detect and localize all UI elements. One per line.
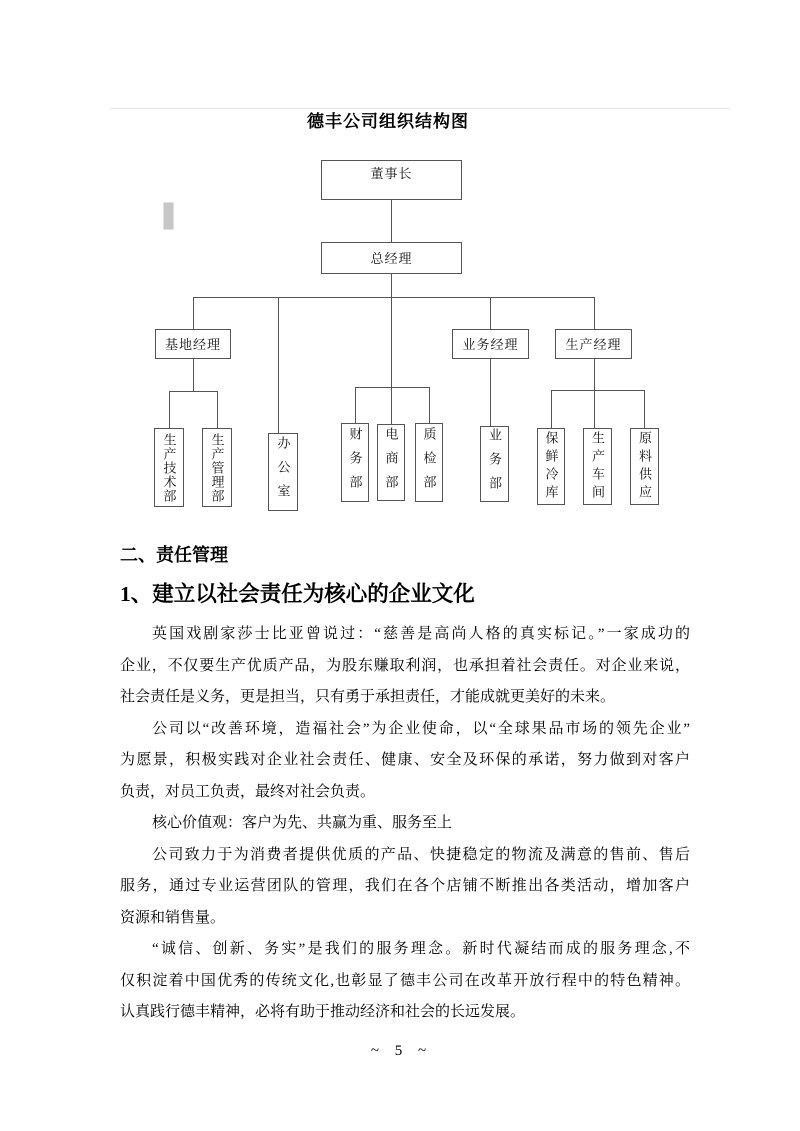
connector-line xyxy=(193,297,595,298)
connector-line xyxy=(169,391,218,392)
connector-line xyxy=(551,390,552,428)
org-node-business-manager: 业务经理 xyxy=(452,329,529,359)
paragraph-line: 为愿景，积极实践对企业社会责任、健康、安全及环保的承诺，努力做到对客户 xyxy=(120,752,690,768)
org-node-production-manager: 生产经理 xyxy=(555,329,632,359)
org-node-finance-dept: 财务部 xyxy=(341,423,369,502)
connector-line xyxy=(551,390,645,391)
org-node-ecommerce-dept: 电商部 xyxy=(377,424,405,501)
paragraph-line: 负责，对员工负责，最终对社会负责。 xyxy=(120,783,376,800)
paragraph-line: 英国戏剧家莎士比亚曾说过：“慈善是高尚人格的真实标记。”一家成功的 xyxy=(152,626,690,642)
paragraph-line: 核心价值观：客户为先、共赢为重、服务至上 xyxy=(152,815,453,831)
org-node-prod-mgmt-dept: 生产管理部 xyxy=(202,428,232,507)
org-node-chairman: 董事长 xyxy=(321,160,462,200)
connector-line xyxy=(594,359,595,390)
connector-line xyxy=(217,391,218,429)
paragraph-line: 社会责任是义务，更是担当，只有勇于承担责任，才能成就更美好的未来。 xyxy=(120,689,616,705)
paragraph-line: “诚信、创新、务实”是我们的服务理念。新时代凝结而成的服务理念,不 xyxy=(152,941,690,957)
connector-line xyxy=(391,274,392,297)
connector-line xyxy=(355,387,356,424)
connector-line xyxy=(644,390,645,428)
page-number: ~ 5 ~ xyxy=(370,1043,430,1059)
top-divider xyxy=(110,108,730,109)
connector-line xyxy=(391,200,392,242)
paragraph-line: 认真践行德丰精神，必将有助于推动经济和社会的长远发展。 xyxy=(120,1004,526,1020)
org-chart-title: 德丰公司组织结构图 xyxy=(307,112,469,131)
connector-line xyxy=(193,297,194,329)
org-node-cold-storage: 保鲜冷库 xyxy=(537,428,565,505)
subsection-heading: 1、建立以社会责任为核心的企业文化 xyxy=(120,582,475,606)
connector-line xyxy=(490,359,491,426)
org-node-business-dept: 业务部 xyxy=(480,426,509,502)
org-node-base-manager: 基地经理 xyxy=(155,329,231,359)
paragraph-line: 公司以“改善环境，造福社会”为企业使命，以“全球果品市场的领先企业” xyxy=(152,720,690,737)
section-heading: 二、责任管理 xyxy=(120,545,228,565)
paragraph-line: 资源和销售量。 xyxy=(120,909,226,926)
body-text xyxy=(120,619,690,1029)
connector-line xyxy=(169,391,170,429)
connector-line xyxy=(594,297,595,329)
org-node-raw-supply: 原料供应 xyxy=(630,428,659,505)
connector-line xyxy=(278,297,279,434)
connector-line xyxy=(355,387,430,388)
connector-line xyxy=(193,359,194,391)
connector-line xyxy=(429,387,430,424)
connector-line xyxy=(391,297,392,424)
org-node-prod-tech-dept: 生产技术部 xyxy=(154,428,184,507)
paragraph-line: 仅积淀着中国优秀的传统文化,也彰显了德丰公司在改革开放行程中的特色精神。 xyxy=(120,972,690,989)
org-node-quality-dept: 质检部 xyxy=(415,423,443,502)
paragraph-line: 企业，不仅要生产优质产品，为股东赚取利润，也承担着社会责任。对企业来说， xyxy=(120,657,690,674)
paragraph-line: 公司致力于为消费者提供优质的产品、快捷稳定的物流及满意的售前、售后 xyxy=(152,846,690,863)
connector-line xyxy=(594,390,595,428)
image-artifact-mark xyxy=(163,202,174,230)
org-node-workshop: 生产车间 xyxy=(583,428,612,505)
paragraph-line: 服务，通过专业运营团队的管理，我们在各个店铺不断推出各类活动，增加客户 xyxy=(120,878,690,894)
org-node-office: 办公室 xyxy=(268,433,298,511)
org-node-general-manager: 总经理 xyxy=(321,242,462,274)
connector-line xyxy=(490,297,491,329)
